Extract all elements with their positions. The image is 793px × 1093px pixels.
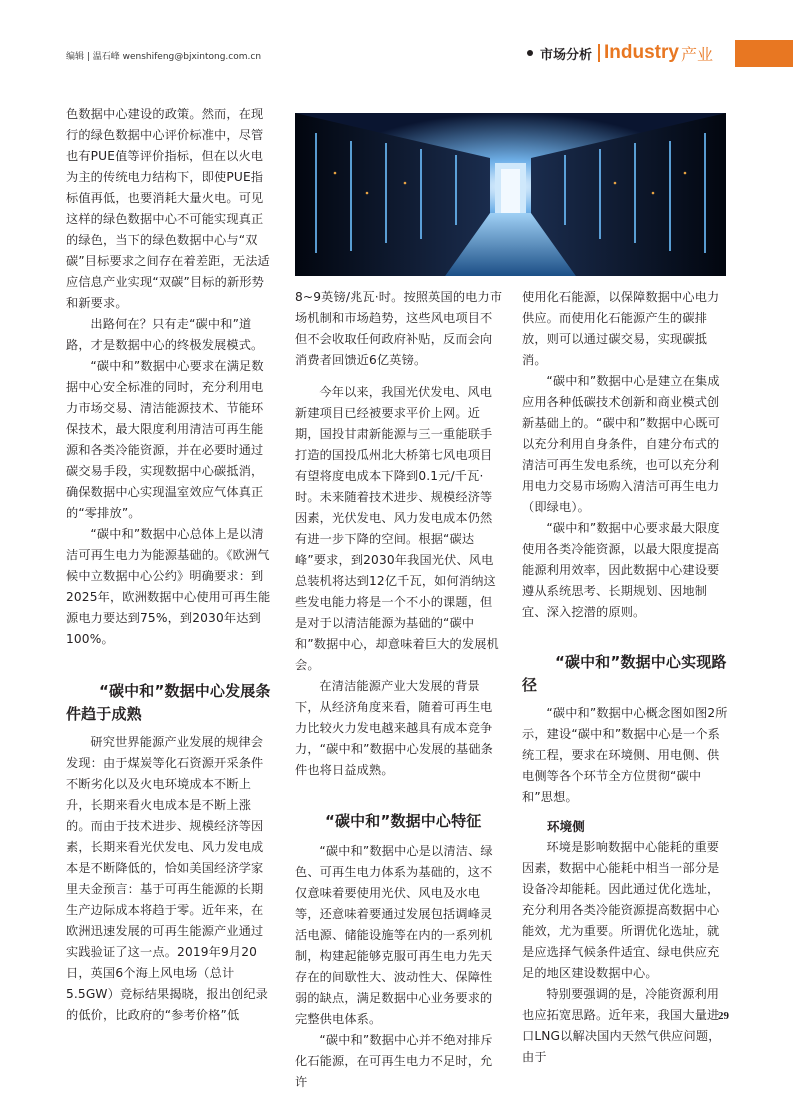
section-title-en: Industry	[604, 42, 679, 63]
editor-credit: 编辑 | 温石峰 wenshifeng@bjxintong.com.cn	[66, 52, 262, 62]
bullet-dot-icon	[527, 50, 533, 56]
subsection-heading: 环境侧	[547, 819, 585, 834]
paragraph: 使用化石能源，以保障数据中心电力供应。而使用化石能源产生的碳排放，则可以通过碳交易，实现碳抵消。	[522, 290, 720, 367]
paragraph: 色数据中心建设的政策。然而，在现行的绿色数据中心评价标准中，尽管也有PUE值等评价指标，但在以火电为主的传统电力结构下，即使PUE指标值再低，也要消耗大量火电。可见这样的绿色数据中心不可能实现真正的绿色，当下的绿色数据中心与“双碳”目标要求之间存在着差距，无法适应信息产业实现“双碳”目标的新形势和新要求。	[66, 107, 270, 310]
section-heading: “碳中和”数据中心特征	[325, 812, 482, 830]
paragraph: “碳中和”数据中心是以清洁、绿色、可再生电力体系为基础的，这不仅意味着要使用光伏、风电及水电等，还意味着要通过发展包括调峰灵活电源、储能设施等在内的一系列机制，构建起能够克服可再生电力先天存在的间歇性大、波动性大、保障性弱的缺点，满足数据中心业务要求的完整供电体系。	[295, 844, 493, 1026]
paragraph: “碳中和”数据中心要求最大限度使用各类冷能资源，以最大限度提高能源利用效率，因此数据中心建设要遵从系统思考、长期规划、因地制宜、深入挖潜的原则。	[522, 521, 720, 619]
paragraph: 今年以来，我国光伏发电、风电新建项目已经被要求平价上网。近期，国投甘肃新能源与三一重能联手打造的国投瓜州北大桥第七风电项目有望将度电成本下降到0.1元/千瓦·时。未来随着技术进步、规模经济等因素，光伏发电、风力发电成本仍然有进一步下降的空间。根据“碳达峰”要求，到2030年我国光伏、风电总装机将达到12亿千瓦，如何消纳这些发电能力将是一个不小的课题，但是对于以清洁能源为基础的“碳中和”数据中心，却意味着巨大的发展机会。	[295, 385, 499, 672]
paragraph: “碳中和”数据中心总体上是以清洁可再生电力为能源基础的。《欧洲气候中立数据中心公约》明确要求：到2025年，欧洲数据中心使用可再生能源电力要达到75%，到2030年达到100%。	[66, 527, 271, 646]
paragraph: 8~9英镑/兆瓦·时。按照英国的电力市场机制和市场趋势，这些风电项目不但不会收取任何政府补贴，反而会向消费者回馈近6亿英镑。	[295, 290, 503, 367]
section-heading: “碳中和”数据中心发展条件趋于成熟	[66, 682, 271, 723]
paragraph: 研究世界能源产业发展的规律会发现：由于煤炭等化石资源开采条件不断劣化以及火电环境成本不断上升，长期来看火电成本是不断上涨的。而由于技术进步、规模经济等因素，长期来看光伏发电、风力发电成本是不断降低的，恰如美国经济学家里夫金预言：基于可再生能源的长期生产边际成本将趋于零。近年来，在欧洲迅速发展的可再生能源产业通过实践验证了这一点。2019年9月20日，英国6个海上风电场（总计5.5GW）竞标结果揭晓，报出创纪录的低价，比政府的“参考价格”低	[66, 735, 269, 1022]
section-category: 市场分析	[540, 47, 593, 63]
paragraph: “碳中和”数据中心要求在满足数据中心安全标准的同时，充分利用电力市场交易、清洁能源技术、节能环保技术，最大限度利用清洁可再生能源和各类冷能资源，并在必要时通过碳交易手段，实现数据中心碳抵消，确保数据中心实现温室效应气体真正的“零排放”。	[66, 359, 264, 520]
paragraph: 环境是影响数据中心能耗的重要因素，数据中心能耗中相当一部分是设备冷却能耗。因此通过优化选址，充分利用各类冷能资源提高数据中心能效，尤为重要。所谓优化选址，就是应选择气候条件适宜、绿电供应充足的地区建设数据中心。	[522, 840, 720, 980]
page-number: 29	[718, 1010, 729, 1022]
section-title-cn: 产业	[680, 44, 713, 64]
paragraph: “碳中和”数据中心并不绝对排斥化石能源，在可再生电力不足时，允许	[295, 1033, 493, 1089]
section-divider	[598, 44, 600, 62]
header-accent-block	[735, 40, 793, 67]
column-2	[295, 287, 503, 1093]
section-header	[527, 40, 713, 66]
paragraph: 特别要强调的是，冷能资源利用也应拓宽思路。近年来，我国大量进口LNG以解决国内天然气供应问题，由于	[522, 987, 721, 1064]
paragraph: 出路何在？只有走“碳中和”道路，才是数据中心的终极发展模式。	[66, 317, 264, 352]
paragraph: “碳中和”数据中心概念图如图2所示，建设“碳中和”数据中心是一个系统工程，要求在环境侧、用电侧、供电侧等各个环节全方位贯彻“碳中和”思想。	[522, 706, 728, 804]
paragraph: “碳中和”数据中心是建立在集成应用各种低碳技术创新和商业模式创新基础上的。“碳中和”数据中心既可以充分利用自身条件，自建分布式的清洁可再生发电系统，也可以充分利用电力交易市场购入清洁可再生电力（即绿电）。	[522, 374, 720, 514]
paragraph: 在清洁能源产业大发展的背景下，从经济角度来看，随着可再生电力比较火力发电越来越具有成本竞争力，“碳中和”数据中心发展的基础条件也将日益成熟。	[295, 679, 493, 777]
section-heading: “碳中和”数据中心实现路径	[522, 653, 727, 694]
data-center-photo	[295, 113, 726, 276]
column-3	[522, 287, 730, 1068]
column-1	[66, 104, 273, 1026]
